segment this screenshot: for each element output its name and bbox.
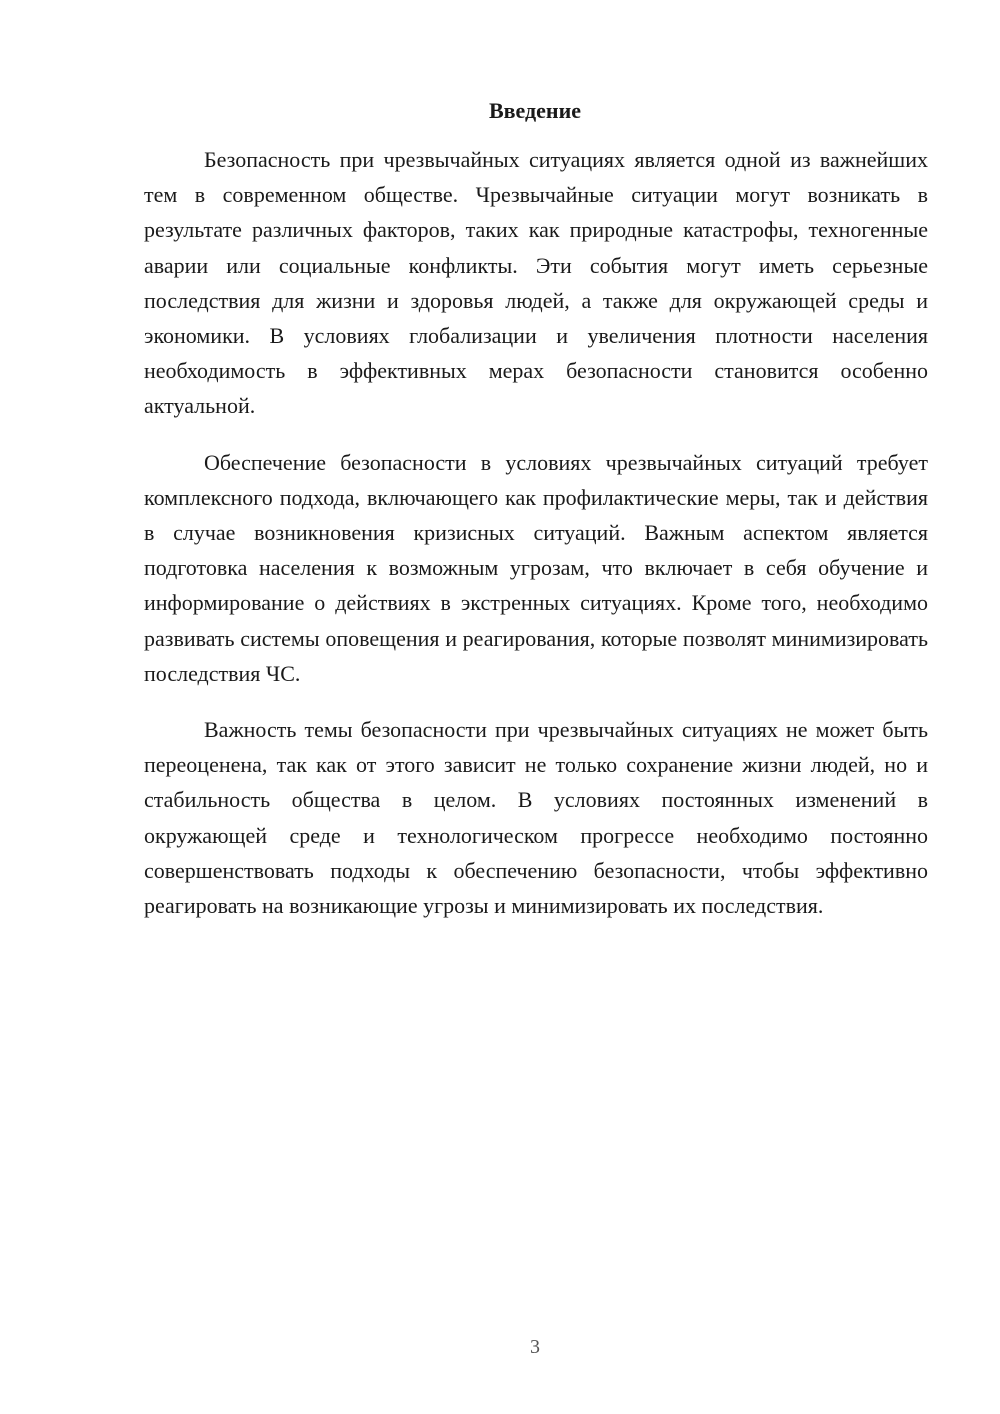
document-body xyxy=(144,142,928,923)
page-number: 3 xyxy=(530,1336,540,1358)
paragraph-3: Важность темы безопасности при чрезвычайных ситуациях не может быть переоценена, так как от этого зависит не только сохранение жизни людей, но и стабильность общества в целом. В условиях постоянных изменений в окружающей среде и технологическом прогрессе необходимо постоянно совершенствовать подходы к обеспечению безопасности, чтобы эффективно реагировать на возникающие угрозы и минимизировать их последствия. xyxy=(144,717,928,919)
paragraph-2: Обеспечение безопасности в условиях чрезвычайных ситуаций требует комплексного подхода, включающего как профилактические меры, так и действия в случае возникновения кризисных ситуаций. Важным аспектом является подготовка населения к возможным угрозам, что включает в себя обучение и информирование о действиях в экстренных ситуациях. Кроме того, необходимо развивать системы оповещения и реагирования, которые позволят минимизировать последствия ЧС. xyxy=(144,449,928,686)
paragraph-1: Безопасность при чрезвычайных ситуациях является одной из важнейших тем в современном обществе. Чрезвычайные ситуации могут возникать в результате различных факторов, таких как природные катастрофы, техногенные аварии или социальные конфликты. Эти события могут иметь серьезные последствия для жизни и здоровья людей, а также для окружающей среды и экономики. В условиях глобализации и увеличения плотности населения необходимость в эффективных мерах безопасности становится особенно актуальной. xyxy=(144,147,928,419)
section-title: Введение xyxy=(488,98,582,123)
